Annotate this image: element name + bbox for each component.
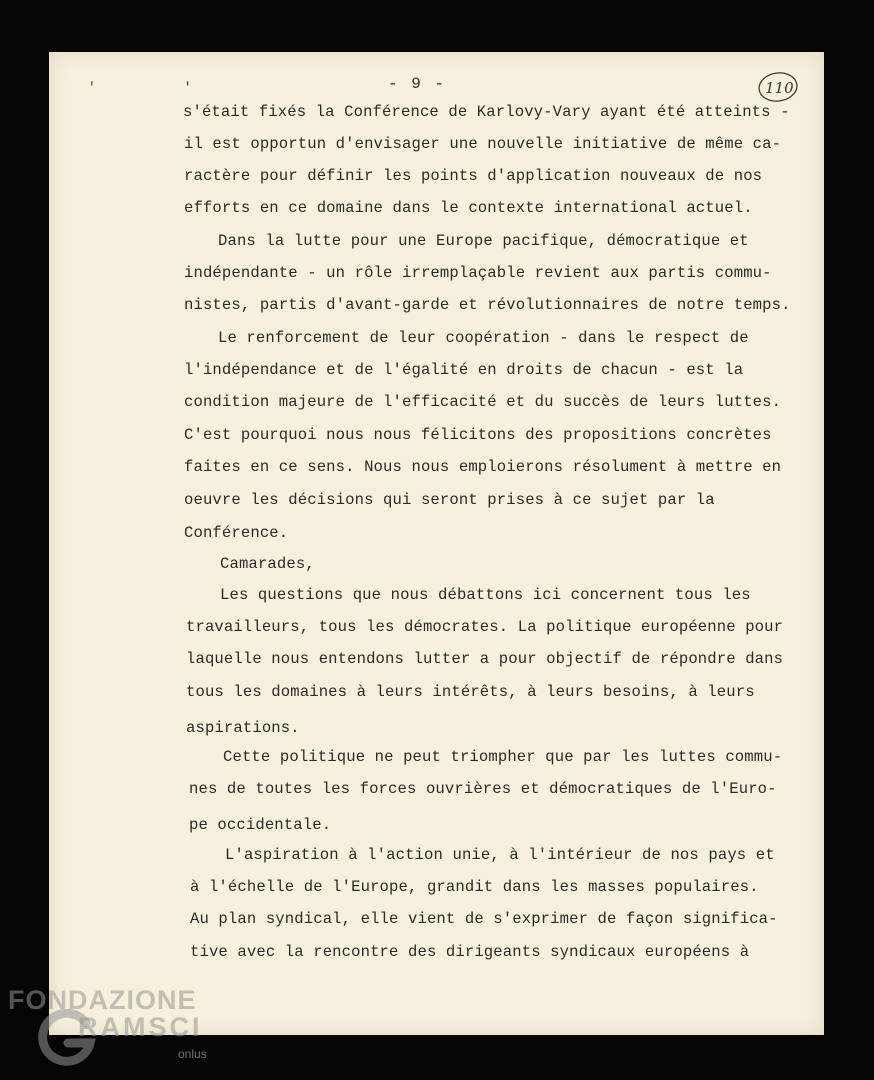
text-line: s'était fixés la Conférence de Karlovy-Vary ayant été atteints - [183,103,790,121]
text-line: Les questions que nous débattons ici concernent tous les [220,586,751,604]
text-line: efforts en ce domaine dans le contexte international actuel. [184,199,753,217]
text-line: l'indépendance et de l'égalité en droits de chacun - est la [184,361,744,379]
text-line: nes de toutes les forces ouvrières et démocratiques de l'Euro- [189,780,777,798]
text-line: ractère pour définir les points d'application nouveaux de nos [184,167,763,185]
text-line: tive avec la rencontre des dirigeants syndicaux européens à [190,943,750,961]
watermark-line1: FONDAZIONE [8,985,197,1015]
text-line: Au plan syndical, elle vient de s'exprimer de façon significa- [190,910,778,928]
text-line: L'aspiration à l'action unie, à l'intérieur de nos pays et [225,846,775,864]
archive-number: 110 [765,79,794,97]
text-line: condition majeure de l'efficacité et du succès de leurs luttes. [184,393,782,411]
text-line: aspirations. [186,719,300,737]
watermark-line2: RAMSCI [78,1012,203,1042]
text-line: nistes, partis d'avant-garde et révolutionnaires de notre temps. [184,296,791,314]
text-line: Cette politique ne peut triompher que par les luttes commu- [223,748,783,766]
page-number: - 9 - [388,75,447,93]
text-line: oeuvre les décisions qui seront prises à ce sujet par la [184,491,715,509]
text-line: à l'échelle de l'Europe, grandit dans les masses populaires. [190,878,759,896]
watermark-suffix: onlus [178,1047,207,1061]
text-line: tous les domaines à leurs intérêts, à leurs besoins, à leurs [186,683,755,701]
text-line: pe occidentale. [189,816,332,834]
text-line: faites en ce sens. Nous nous emploierons résolument à mettre en [184,458,782,476]
text-line: Le renforcement de leur coopération - dans le respect de [218,329,749,347]
text-line: travailleurs, tous les démocrates. La politique européenne pour [186,618,784,636]
text-line: Dans la lutte pour une Europe pacifique, démocratique et [218,232,749,250]
text-line: il est opportun d'envisager une nouvelle initiative de même ca- [184,135,782,153]
text-line: Camarades, [220,555,315,573]
text-line: indépendante - un rôle irremplaçable revient aux partis commu- [184,264,772,282]
fondazione-gramsci-watermark [4,985,234,1080]
text-line: Conférence. [184,524,289,542]
text-line: laquelle nous entendons lutter a pour objectif de répondre dans [186,650,784,668]
margin-ticks: ' ' [88,80,232,95]
text-line: C'est pourquoi nous nous félicitons des propositions concrètes [184,426,772,444]
